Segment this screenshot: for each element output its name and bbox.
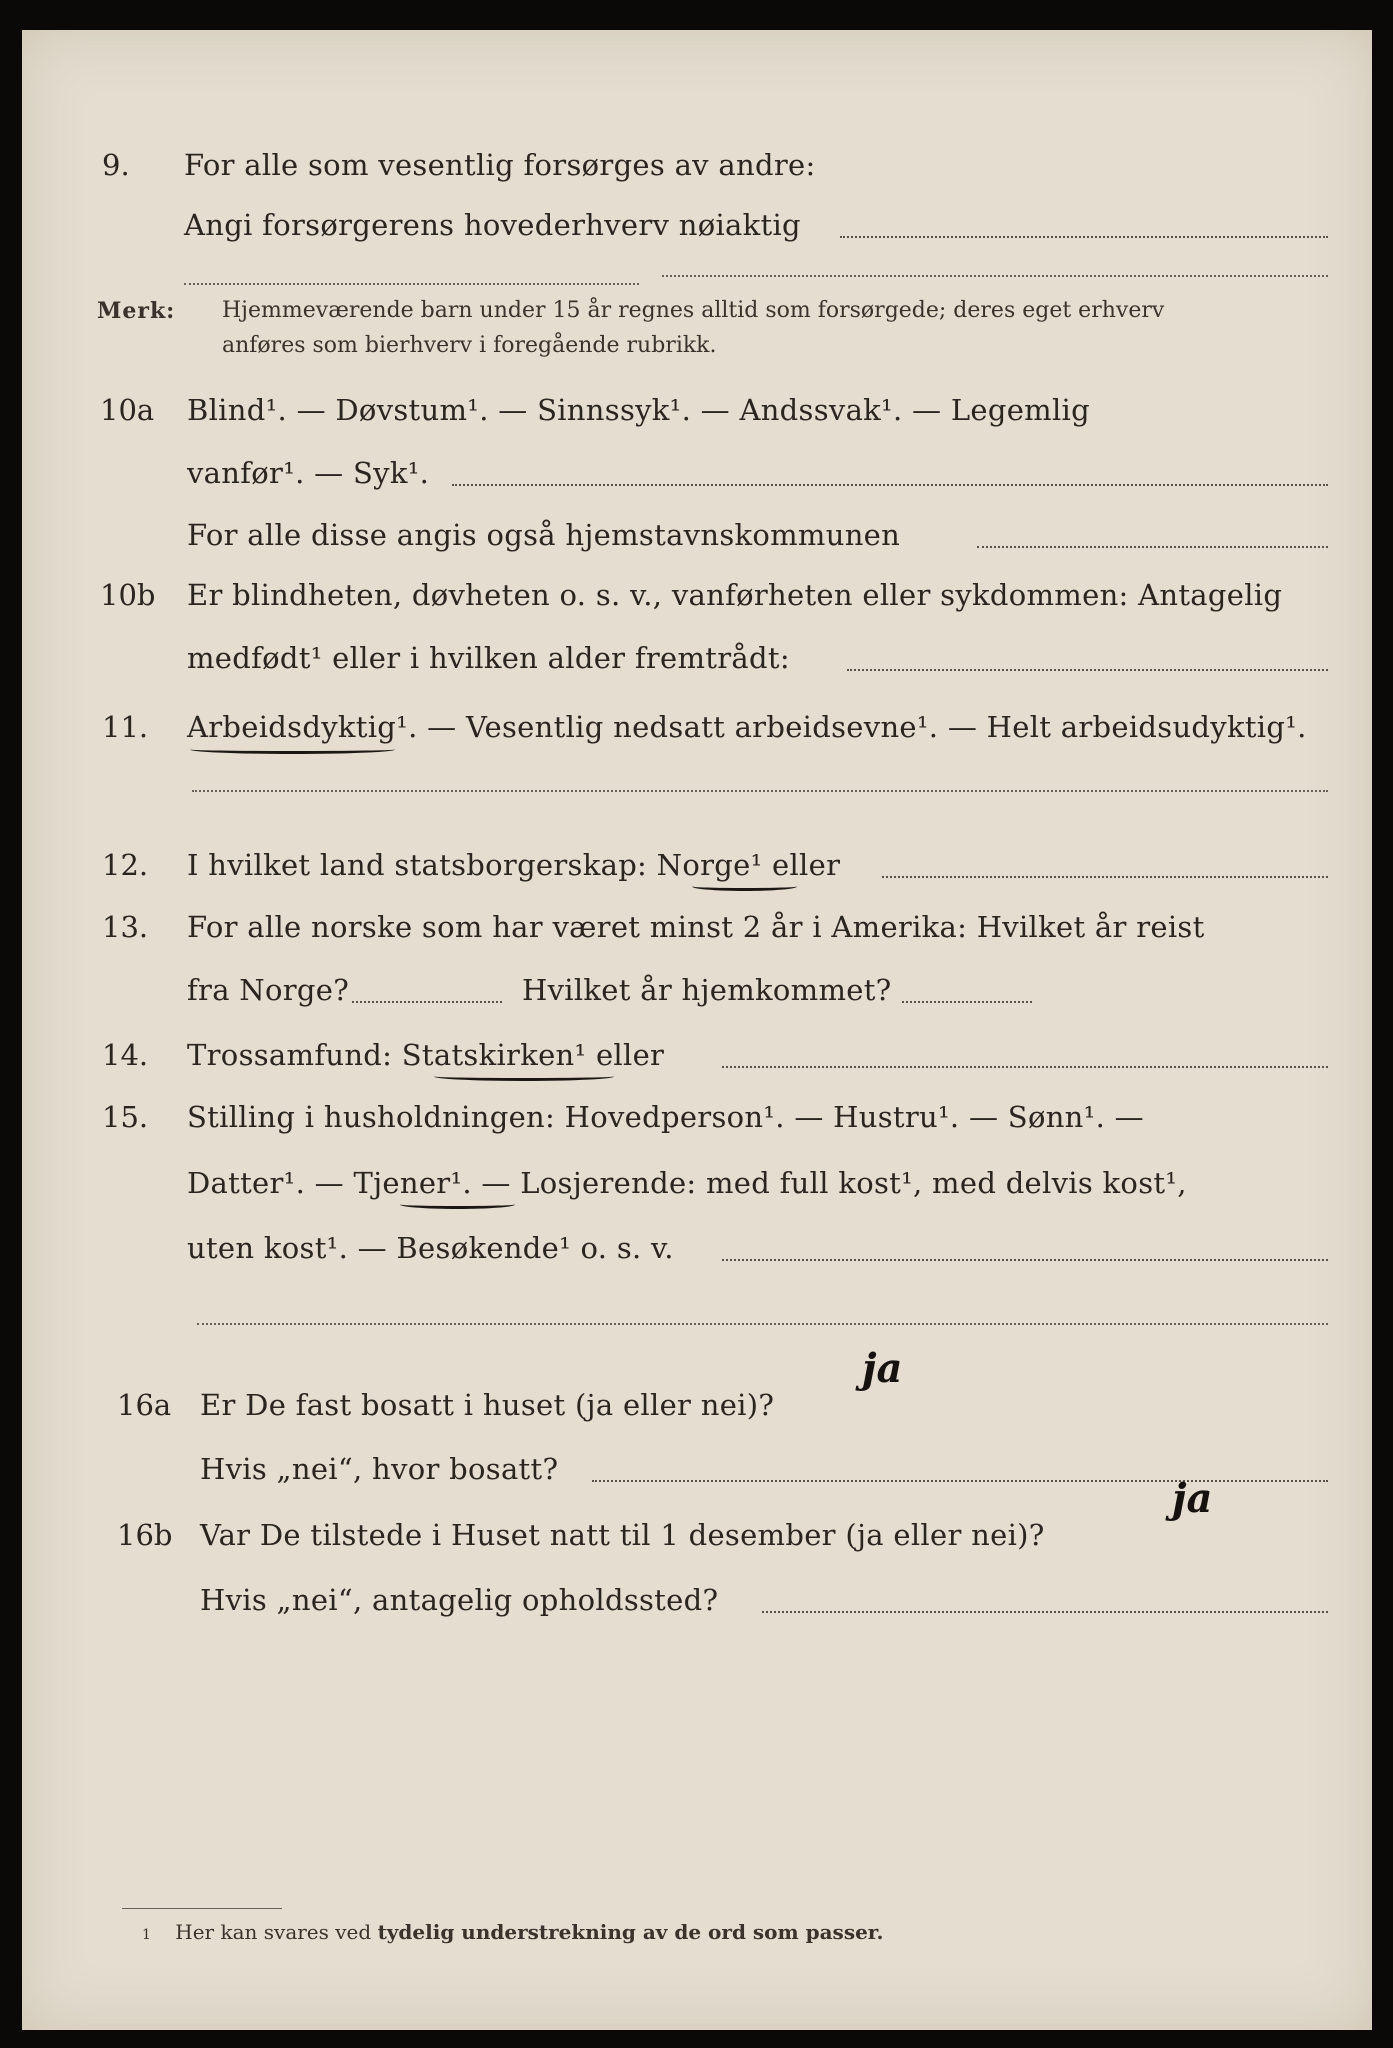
footnote-rule bbox=[122, 1908, 282, 1909]
q13-reist-line[interactable] bbox=[352, 1001, 502, 1003]
q15-underline-tjener bbox=[400, 1200, 515, 1209]
q12-underline-norge bbox=[692, 882, 797, 891]
q11-number: 11. bbox=[102, 710, 149, 744]
q9-text-2: Angi forsørgerens hovederhverv nøiaktig bbox=[184, 208, 801, 242]
q13-row bbox=[22, 892, 1372, 952]
q10a-kommune-line[interactable] bbox=[977, 546, 1328, 548]
q12-text: I hvilket land statsborgerskap: Norge¹ eller bbox=[187, 848, 841, 882]
q16a-text-2: Hvis „nei“, hvor bosatt? bbox=[200, 1452, 559, 1486]
q9-answer-line[interactable] bbox=[840, 236, 1328, 238]
q9-row-2 bbox=[22, 190, 1372, 250]
q15-text-2: Datter¹. — Tjener¹. — Losjerende: med full kost¹, med delvis kost¹, bbox=[187, 1166, 1187, 1200]
q15-answer-line[interactable] bbox=[722, 1259, 1328, 1261]
q13-text-2a: fra Norge? bbox=[187, 973, 350, 1007]
q10a-text: Blind¹. — Døvstum¹. — Sinnssyk¹. — Andssvak¹. — Legemlig bbox=[187, 393, 1090, 427]
q13-text-2b: Hvilket år hjemkommet? bbox=[522, 973, 892, 1007]
q10b-number: 10b bbox=[100, 578, 156, 612]
q10a-text-3: For alle disse angis også hjemstavnskommunen bbox=[187, 518, 901, 552]
q15-text: Stilling i husholdningen: Hovedperson¹. — Hustru¹. — Sønn¹. — bbox=[187, 1100, 1144, 1134]
q10b-row bbox=[22, 560, 1372, 620]
q11-row bbox=[22, 692, 1372, 752]
q14-number: 14. bbox=[102, 1038, 149, 1072]
census-form-page bbox=[22, 30, 1372, 2030]
q16a-row bbox=[22, 1370, 1372, 1430]
q16a-answer-line[interactable] bbox=[592, 1480, 1328, 1482]
q15-number: 15. bbox=[102, 1100, 149, 1134]
q15-answer-line-2 bbox=[197, 1323, 1328, 1325]
q12-row bbox=[22, 830, 1372, 890]
q16a-handwritten-answer: ja bbox=[862, 1345, 903, 1392]
footnote-bold-text: tydelig understrekning av de ord som passer. bbox=[377, 1920, 884, 1944]
q11-underline-arbeidsdyktig bbox=[190, 745, 395, 754]
q12-answer-line[interactable] bbox=[882, 876, 1328, 878]
q10a-number: 10a bbox=[100, 393, 155, 427]
q10b-row-2 bbox=[22, 623, 1372, 683]
q10a-row-2 bbox=[22, 438, 1372, 498]
q16b-row bbox=[22, 1500, 1372, 1560]
q16b-text: Var De tilstede i Huset natt til 1 desember (ja eller nei)? bbox=[200, 1518, 1045, 1552]
q9-answer-line-2a bbox=[184, 283, 639, 285]
q16b-answer-line[interactable] bbox=[762, 1611, 1328, 1613]
q16a-number: 16a bbox=[117, 1388, 172, 1422]
merk-text-2: anføres som bierhverv i foregående rubrikk. bbox=[222, 333, 717, 358]
q9-text: For alle som vesentlig forsørges av andre: bbox=[184, 148, 816, 182]
q9-row bbox=[22, 130, 1372, 190]
q16b-handwritten-answer: ja bbox=[1172, 1475, 1213, 1522]
q16a-row-2 bbox=[22, 1434, 1372, 1494]
q13-row-2 bbox=[22, 955, 1372, 1015]
q9-answer-line-2b bbox=[662, 275, 1328, 277]
q13-text: For alle norske som har været minst 2 år i Amerika: Hvilket år reist bbox=[187, 910, 1205, 944]
q14-text: Trossamfund: Statskirken¹ eller bbox=[187, 1038, 665, 1072]
footnote-mark: 1 bbox=[142, 1927, 151, 1943]
q12-number: 12. bbox=[102, 848, 149, 882]
footnote-text: Her kan svares ved bbox=[175, 1920, 372, 1944]
q15-row-2 bbox=[22, 1148, 1372, 1208]
q14-underline-statskirken bbox=[434, 1072, 614, 1081]
q15-row bbox=[22, 1082, 1372, 1142]
q15-row-3 bbox=[22, 1213, 1372, 1273]
q14-row bbox=[22, 1020, 1372, 1080]
footnote bbox=[142, 1920, 883, 1944]
q10a-row-3 bbox=[22, 500, 1372, 560]
merk-label: Merk: bbox=[97, 298, 176, 324]
q16b-row-2 bbox=[22, 1565, 1372, 1625]
q16a-text: Er De fast bosatt i huset (ja eller nei)? bbox=[200, 1388, 775, 1422]
q10b-answer-line[interactable] bbox=[847, 669, 1328, 671]
q10a-answer-line[interactable] bbox=[452, 484, 1328, 486]
q10b-text: Er blindheten, døvheten o. s. v., vanførheten eller sykdommen: Antagelig bbox=[187, 578, 1283, 612]
q15-text-3: uten kost¹. — Besøkende¹ o. s. v. bbox=[187, 1231, 674, 1265]
q10a-row bbox=[22, 375, 1372, 435]
q16b-text-2: Hvis „nei“, antagelig opholdssted? bbox=[200, 1583, 719, 1617]
q16b-number: 16b bbox=[117, 1518, 173, 1552]
q10b-text-2: medfødt¹ eller i hvilken alder fremtrådt: bbox=[187, 641, 790, 675]
q11-answer-line bbox=[192, 790, 1328, 792]
q13-number: 13. bbox=[102, 910, 149, 944]
q14-answer-line[interactable] bbox=[722, 1066, 1328, 1068]
q9-number: 9. bbox=[102, 148, 130, 182]
merk-text-1: Hjemmeværende barn under 15 år regnes alltid som forsørgede; deres eget erhverv bbox=[222, 298, 1165, 323]
q10a-text-2: vanfør¹. — Syk¹. bbox=[187, 456, 430, 490]
q13-hjemkommet-line[interactable] bbox=[902, 1001, 1032, 1003]
q11-text: Arbeidsdyktig¹. — Vesentlig nedsatt arbeidsevne¹. — Helt arbeidsudyktig¹. bbox=[187, 710, 1307, 744]
